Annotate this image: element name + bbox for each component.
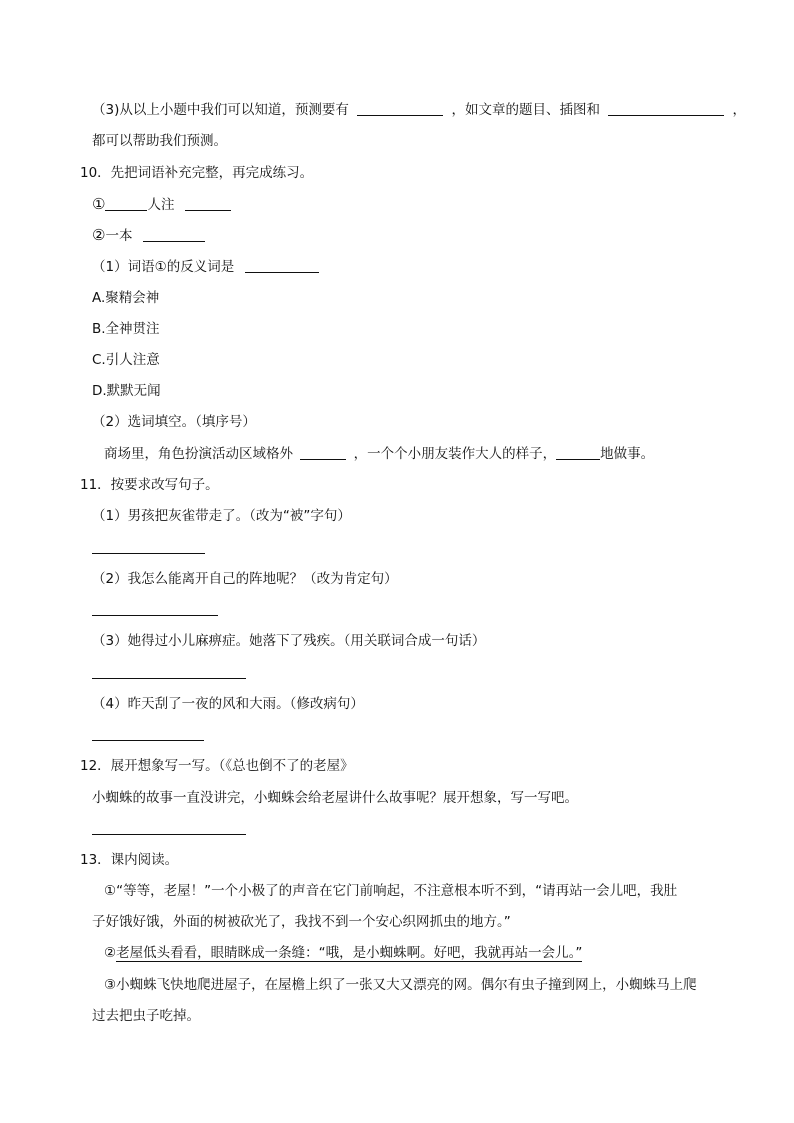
circle-number-1: ① <box>92 195 106 213</box>
q10-sub1 <box>92 258 319 276</box>
q12-title: 12．展开想象写一写。（《总也倒不了的老屋》 <box>80 758 354 774</box>
answer-line[interactable] <box>92 678 246 679</box>
q10-option-d[interactable]: D.默默无闻 <box>92 383 161 399</box>
q10-word1-text: 人注 <box>147 197 175 213</box>
q13-para1-line2: 子好饿好饿，外面的树被砍光了，我找不到一个安心织网抓虫的地方。” <box>92 914 511 930</box>
q10-fill-text-a: 商场里，角色扮演活动区域格外 <box>104 446 293 462</box>
answer-line[interactable] <box>92 834 246 835</box>
q11-title: 11．按要求改写句子。 <box>80 477 219 493</box>
q13-para3-line2: 过去把虫子吃掉。 <box>92 1008 200 1024</box>
q11-item-1: （1）男孩把灰雀带走了。（改为“被”字句） <box>92 508 351 524</box>
q13-para2 <box>104 944 582 962</box>
q10-word2-text: 一本 <box>105 228 133 244</box>
q10-option-b[interactable]: B.全神贯注 <box>92 321 160 337</box>
answer-blank[interactable] <box>105 196 147 211</box>
q13-para3-line1: ③小蜘蛛飞快地爬进屋子，在屋檐上织了一张又大又漂亮的网。偶尔有虫子撞到网上，小蜘蛛马上爬 <box>104 977 697 993</box>
q13-para2-underlined-text: 老屋低头看看，眼睛眯成一条缝：“哦，是小蜘蛛啊。好吧，我就再站一会儿。” <box>116 945 583 961</box>
q13-title: 13．课内阅读。 <box>80 852 179 868</box>
answer-blank[interactable] <box>185 196 231 211</box>
answer-blank[interactable] <box>300 445 346 460</box>
answer-blank[interactable] <box>245 258 319 273</box>
q12-prompt: 小蜘蛛的故事一直没讲完，小蜘蛛会给老屋讲什么故事呢？展开想象，写一写吧。 <box>92 790 578 806</box>
circle-number-2: ② <box>104 945 117 961</box>
q11-item-2: （2）我怎么能离开自己的阵地呢？（改为肯定句） <box>92 571 398 587</box>
q10-sub1-text: （1）词语①的反义词是 <box>92 259 235 275</box>
q10-fill-text-c: 地做事。 <box>600 446 655 462</box>
circle-number-2: ② <box>92 226 106 244</box>
q10-word2 <box>92 226 205 245</box>
q13-para1-line1: ①“等等，老屋！”一个小极了的声音在它门前响起，不注意根本听不到，“请再站一会儿吧，我肚 <box>104 883 678 899</box>
q10-fill-text-b: ，一个个小朋友装作大人的样子， <box>353 446 557 462</box>
answer-line[interactable] <box>92 553 205 554</box>
q11-item-3: （3）她得过小儿麻痹症。她落下了残疾。（用关联词合成一句话） <box>92 633 486 649</box>
q9-part3-text-c: ， <box>732 102 747 118</box>
q10-option-c[interactable]: C.引人注意 <box>92 352 160 368</box>
q9-part3-text-b: ，如文章的题目、插图和 <box>451 102 600 118</box>
q10-fill-sentence <box>104 445 654 463</box>
answer-line[interactable] <box>92 740 204 741</box>
answer-blank[interactable] <box>608 101 724 116</box>
q10-option-a[interactable]: A.聚精会神 <box>92 290 160 306</box>
q11-item-4: （4）昨天刮了一夜的风和大雨。（修改病句） <box>92 696 364 712</box>
q9-part3-line2: 都可以帮助我们预测。 <box>92 133 227 149</box>
answer-blank[interactable] <box>357 101 443 116</box>
answer-blank[interactable] <box>556 445 600 460</box>
q9-part3-text-a: （3)从以上小题中我们可以知道，预测要有 <box>92 102 349 118</box>
answer-blank[interactable] <box>143 227 205 242</box>
answer-line[interactable] <box>92 615 218 616</box>
q10-sub2: （2）选词填空。（填序号） <box>92 414 256 430</box>
q9-part3-line1 <box>92 101 746 119</box>
q10-title: 10．先把词语补充完整，再完成练习。 <box>80 165 314 181</box>
q10-word1 <box>92 195 231 214</box>
